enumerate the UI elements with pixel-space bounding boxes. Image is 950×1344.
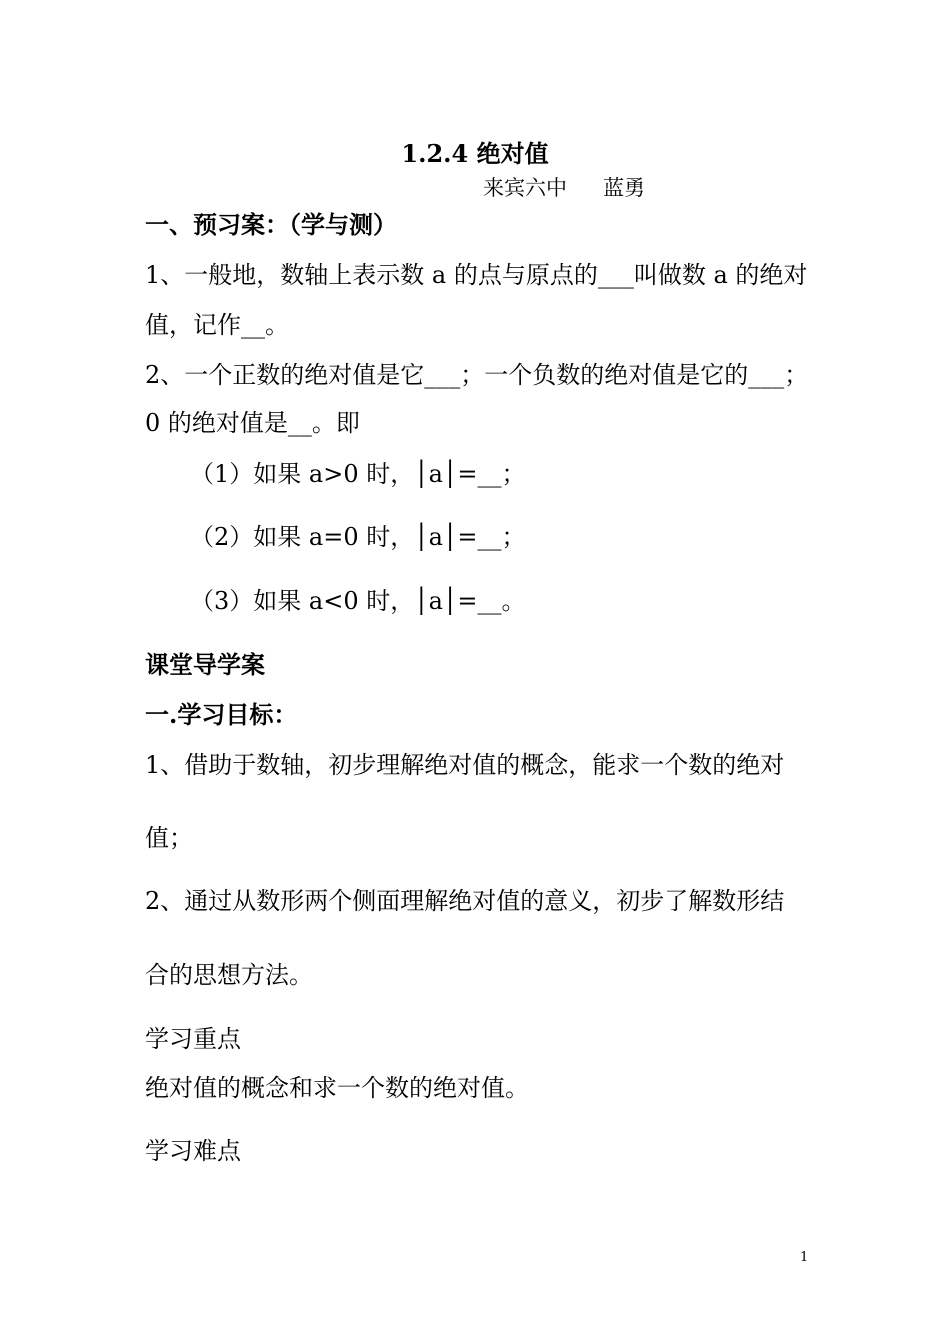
goal-2-line-1: 2、通过从数形两个侧面理解绝对值的意义，初步了解数形结 [145, 887, 785, 915]
case-positive: （1）如果 a>0 时，│a│=__； [190, 460, 526, 488]
goal-1-line-2: 值； [145, 824, 193, 852]
section-classroom-heading: 课堂导学案 [145, 650, 265, 679]
key-point-text: 绝对值的概念和求一个数的绝对值。 [145, 1074, 529, 1102]
author-name: 蓝勇 [603, 176, 645, 200]
case-zero: （2）如果 a=0 时，│a│=__； [190, 523, 526, 551]
question-1-line-1: 1、一般地，数轴上表示数 a 的点与原点的___叫做数 a 的绝对 [145, 261, 808, 289]
learning-goals-heading: 一.学习目标： [145, 700, 298, 729]
author-school: 来宾六中 [483, 176, 567, 200]
author-line [483, 172, 645, 202]
question-2-line-2: 0 的绝对值是__。即 [145, 409, 360, 437]
goal-2-line-2: 合的思想方法。 [145, 961, 313, 989]
section-preview-heading: 一、预习案：（学与测） [145, 210, 397, 239]
case-negative: （3）如果 a<0 时，│a│=__。 [190, 587, 526, 615]
page-number: 1 [800, 1250, 809, 1265]
goal-1-line-1: 1、借助于数轴，初步理解绝对值的概念，能求一个数的绝对 [145, 751, 785, 779]
question-2-line-1: 2、一个正数的绝对值是它___；一个负数的绝对值是它的___； [145, 361, 809, 389]
difficulty-heading: 学习难点 [145, 1137, 241, 1165]
question-1-line-2: 值，记作__。 [145, 311, 289, 339]
document-title: 1.2.4 绝对值 [401, 139, 549, 168]
key-point-heading: 学习重点 [145, 1025, 241, 1053]
